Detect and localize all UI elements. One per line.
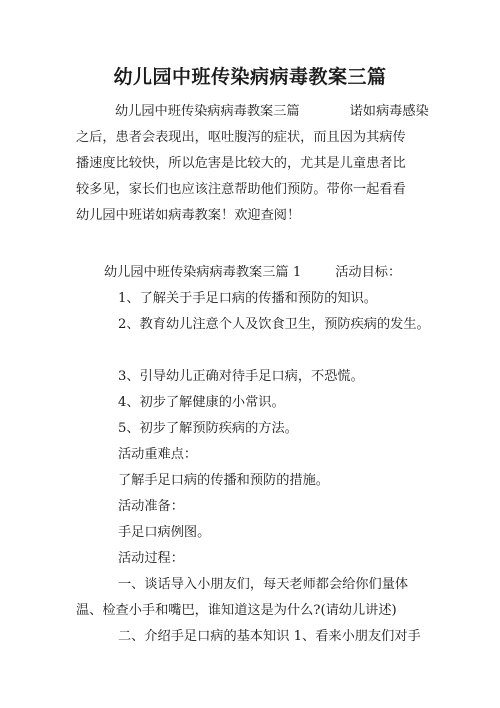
intro-line-3: 播速度比较快，所以危害是比较大的，尤其是儿童患者比 [76,156,406,171]
process-line-2: 温、检查小手和嘴巴，谁知道这是为什么?(请幼儿讲述) [76,603,397,618]
intro-line-4: 较多见，家长们也应该注意帮助他们预防。带你一起看看 [76,182,406,197]
section1-heading: 幼儿园中班传染病病毒教案三篇 1 [104,265,302,280]
goal-label: 活动目标： [335,265,402,280]
intro-title-ref: 幼儿园中班传染病病毒教案三篇 [115,104,300,119]
preparation-text: 手足口病例图。 [118,525,211,540]
goal-item-3: 3、引导幼儿正确对待手足口病，不恐慌。 [118,369,364,384]
goal-item-1: 1、了解关于手足口病的传播和预防的知识。 [118,291,377,306]
key-points-text: 了解手足口病的传播和预防的措施。 [118,473,329,488]
intro-line-5: 幼儿园中班诺如病毒教案！欢迎查阅！ [76,208,301,223]
preparation-label: 活动准备： [118,499,184,514]
intro-virus-text: 诺如病毒感染 [349,104,429,119]
intro-line-1 [115,103,429,121]
process-label: 活动过程： [118,551,184,566]
intro-line-2: 之后，患者会表现出，呕吐腹泻的症状，而且因为其病传 [76,130,406,145]
process-line-1: 一、谈话导入小朋友们，每天老师都会给你们量体 [118,577,409,592]
process-line-3: 二、介绍手足口病的基本知识 1、看来小朋友们对手 [118,629,421,644]
goal-item-2: 2、教育幼儿注意个人及饮食卫生，预防疾病的发生。 [118,317,430,332]
goal-item-5: 5、初步了解预防疾病的方法。 [118,421,298,436]
key-points-label: 活动重难点： [118,447,198,462]
document-title: 幼儿园中班传染病病毒教案三篇 [113,66,387,88]
goal-item-4: 4、初步了解健康的小常识。 [118,395,285,410]
section1-heading-line [104,264,401,282]
